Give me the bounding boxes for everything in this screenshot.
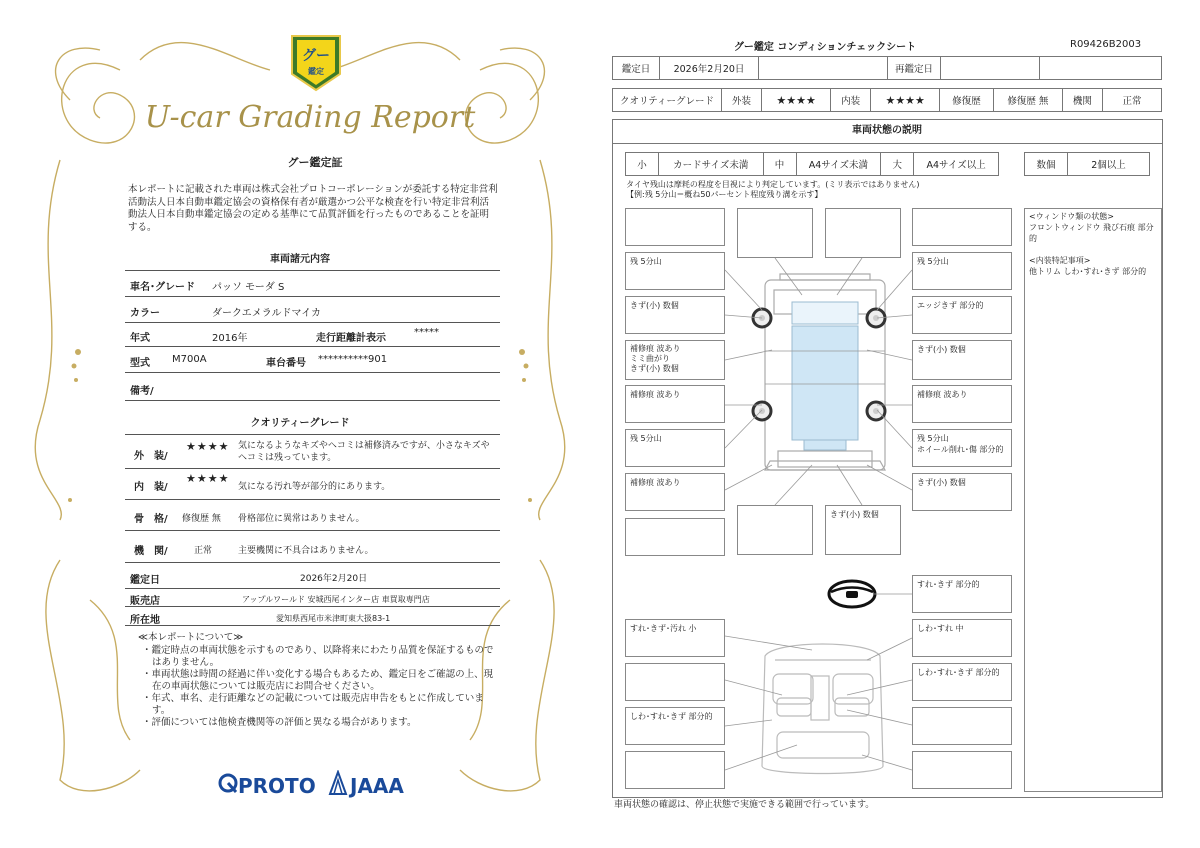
goo-kantei-badge-icon	[288, 30, 344, 94]
interior-label: 内装	[831, 89, 871, 112]
sheet-footer: 車両状態の確認は、停止状態で実施できる範囲で行っています。	[614, 800, 875, 810]
exterior-leader-lines	[612, 200, 1022, 570]
interior-label: 内 装/	[134, 482, 168, 493]
address-label: 所在地	[130, 615, 160, 626]
ext-box-right-3: きず(小) 数個	[912, 340, 1012, 380]
quality-heading: クオリティーグレード	[250, 418, 350, 429]
intro-text: 本レポートに記載された車両は株式会社プロトコーポレーションが委託する特定非営利活動法人日本自動車鑑定協会の資格保有者が厳選かつ公平な検査を行い特定非営利活動法人日本自動車鑑定協会の定める基準にて品質評価を行ったものであることを証明する。	[128, 184, 498, 233]
interior-text: 気になる汚れ等が部分的にあります。	[238, 482, 391, 492]
color-label: カラー	[130, 308, 160, 319]
exterior-label: 外装	[722, 89, 762, 112]
jaaa-logo-text: JAAA	[350, 774, 404, 798]
quality-grade-row	[612, 88, 1162, 112]
model-label: 型式	[130, 358, 150, 369]
engine-text: 主要機関に不具合はありません。	[238, 546, 374, 556]
size-legend	[625, 152, 999, 176]
repair-value: 修復歴 無	[993, 89, 1062, 112]
count-label: 数個	[1025, 153, 1068, 176]
tire-note-line: タイヤ残山は摩耗の程度を目視により判定しています。(ミリ表示ではありません)	[626, 180, 920, 189]
car-name-value: パッソ モーダ S	[212, 282, 285, 293]
size-large: 大	[881, 153, 914, 176]
sheet-title: グー鑑定 コンディションチェックシート	[733, 42, 917, 53]
window-remark: フロントウィンドウ 飛び石痕 部分的	[1029, 223, 1154, 243]
description-heading: 車両状態の説明	[612, 119, 1162, 144]
inspection-date-row	[612, 56, 1162, 80]
engine-value: 正常	[1103, 89, 1162, 112]
ext-box-left-5: 残 5分山	[625, 429, 725, 467]
remarks-panel	[1024, 208, 1162, 792]
int-box-right-2: しわ･すれ 中	[912, 619, 1012, 657]
chassis-label: 車台番号	[266, 358, 306, 369]
script-title: U-car Grading Report	[144, 100, 476, 135]
interior-remark: 他トリム しわ･すれ･きず 部分的	[1029, 267, 1147, 276]
proto-logo-icon	[218, 772, 238, 794]
note-item: ・車両状態は時間の経過に伴い変化する場合もあるため、鑑定日をご確認の上、現在の車両状態については販売店にお問合せください。	[142, 669, 494, 692]
size-medium: 中	[763, 153, 796, 176]
exterior-stars: ★★★★	[186, 440, 230, 453]
quality-grade-label: クオリティーグレード	[613, 89, 722, 112]
ext-box-right-4: 補修痕 波あり	[912, 385, 1012, 423]
tire-note-example: 【例:残 5分山＝概ね50パーセント程度残り溝を示す】	[626, 190, 823, 199]
sheet-id: R09426B2003	[1070, 39, 1142, 50]
color-value: ダークエメラルドマイカ	[212, 308, 321, 319]
reinspection-label: 再鑑定日	[888, 57, 941, 80]
engine-label: 機 関/	[134, 546, 168, 557]
date-value: 2026年2月20日	[660, 57, 759, 80]
svg-text:鑑定: 鑑定	[308, 67, 324, 76]
ext-box-right-5: 残 5分山 ホイール削れ･傷 部分的	[912, 429, 1012, 467]
report-notes	[138, 632, 498, 729]
int-box-left-1: すれ･きず･汚れ 小	[625, 619, 725, 657]
ext-box-left-4: 補修痕 波あり	[625, 385, 725, 423]
ext-box-left-1: 残 5分山	[625, 252, 725, 290]
ext-box-right-1: 残 5分山	[912, 252, 1012, 290]
frame-label: 骨 格/	[134, 514, 168, 525]
year-label: 年式	[130, 333, 150, 344]
interior-stars: ★★★★	[186, 472, 230, 485]
svg-text:グー: グー	[302, 48, 330, 64]
frame-text: 骨格部位に異常はありません。	[238, 514, 365, 524]
note-item: ・評価については他検査機関等の評価と異なる場合があります。	[142, 717, 417, 728]
count-legend	[1024, 152, 1150, 176]
notes-heading: ≪本レポートについて≫	[138, 632, 244, 643]
address-value: 愛知県西尾市米津町東大扱83-1	[276, 614, 391, 623]
mileage-value: *****	[414, 327, 439, 338]
car-name-label: 車名･グレード	[130, 282, 195, 293]
frame-value: 修復歴 無	[182, 514, 221, 524]
ext-box-right-6: きず(小) 数個	[912, 473, 1012, 511]
shop-label: 販売店	[130, 596, 160, 607]
ext-box-left-2: きず(小) 数個	[625, 296, 725, 334]
interior-heading: <内装特記事項>	[1029, 256, 1091, 265]
exterior-stars: ★★★★	[762, 89, 831, 112]
tire-note	[626, 180, 919, 200]
engine-value: 正常	[194, 546, 213, 556]
shop-value: アップルワールド 安城西尾インター店 車買取専門店	[242, 595, 430, 604]
size-large-desc: A4サイズ以上	[914, 153, 999, 176]
mileage-label: 走行距離計表示	[316, 333, 386, 344]
ext-box-right-2: エッジきず 部分的	[912, 296, 1012, 334]
interior-stars: ★★★★	[871, 89, 940, 112]
remarks-label: 備考/	[130, 386, 154, 397]
size-medium-desc: A4サイズ未満	[796, 153, 881, 176]
note-item: ・年式、車名、走行距離などの記載については販売店申告をもとに作成しています。	[142, 693, 484, 716]
int-box-right-3: しわ･すれ･きず 部分的	[912, 663, 1012, 701]
certificate-subtitle: グー鑑定証	[287, 156, 343, 169]
jaaa-logo-icon	[328, 770, 348, 796]
ext-box-left-6: 補修痕 波あり	[625, 473, 725, 511]
ext-box-left-3: 補修痕 波あり ミミ曲がり きず(小) 数個	[625, 340, 725, 380]
date-value: 2026年2月20日	[300, 574, 368, 584]
date-label: 鑑定日	[130, 575, 160, 586]
count-desc: 2個以上	[1068, 153, 1150, 176]
spec-heading: 車両諸元内容	[270, 254, 330, 265]
repair-label: 修復歴	[940, 89, 994, 112]
note-item: ・鑑定時点の車両状態を示すものであり、以降将来にわたり品質を保証するものではありません。	[142, 645, 494, 668]
proto-logo-text: PROTO	[238, 774, 316, 798]
exterior-label: 外 装/	[134, 451, 168, 462]
model-value: M700A	[172, 354, 207, 365]
int-box-left-3: しわ･すれ･きず 部分的	[625, 707, 725, 745]
chassis-value: **********901	[318, 354, 388, 365]
engine-label: 機関	[1062, 89, 1102, 112]
date-label: 鑑定日	[613, 57, 660, 80]
ext-box-bottom-3: きず(小) 数個	[825, 505, 901, 555]
interior-leader-lines	[612, 570, 1022, 795]
int-box-right-1: すれ･きず 部分的	[912, 575, 1012, 613]
size-small: 小	[626, 153, 659, 176]
year-value: 2016年	[212, 333, 248, 344]
exterior-text: 気になるようなキズやヘコミは補修済みですが、小さなキズやヘコミは残っています。	[238, 441, 490, 463]
size-small-desc: カードサイズ未満	[659, 153, 764, 176]
window-heading: <ウィンドウ類の状態>	[1029, 212, 1114, 221]
